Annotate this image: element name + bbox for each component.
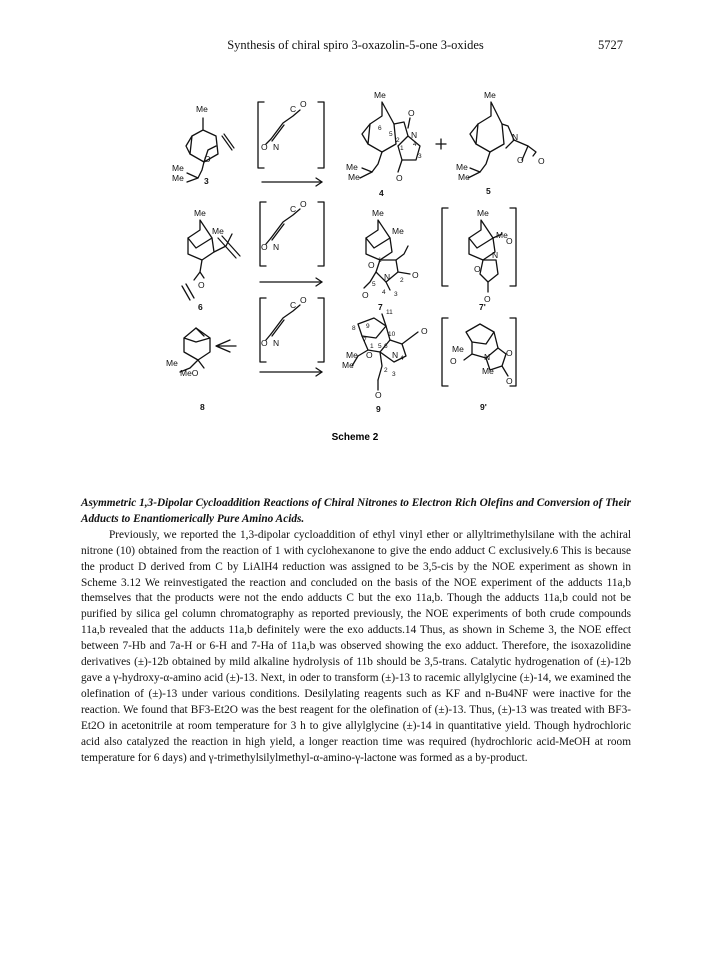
label-o: O — [474, 264, 481, 274]
ring-number: 3 — [418, 153, 422, 160]
ring-number: 6 — [378, 125, 382, 132]
compound-number: 7 — [378, 302, 383, 312]
compound-5-structure — [468, 102, 536, 178]
ring-number: 7 — [363, 337, 367, 344]
label-me: Me — [482, 366, 494, 376]
label-n: N — [392, 350, 399, 360]
label-o: O — [368, 260, 375, 270]
page-header — [0, 38, 711, 58]
label-me: Me — [452, 344, 464, 354]
compound-number: 5 — [486, 186, 491, 196]
ring-number: 2 — [396, 137, 400, 144]
compound-8-structure — [180, 328, 236, 372]
label-me: Me — [196, 104, 208, 114]
label-o: O — [408, 108, 415, 118]
label-o: O — [506, 348, 513, 358]
reaction-arrow-3 — [260, 368, 322, 376]
label-me: Me — [374, 90, 386, 100]
label-me: Me — [342, 360, 354, 370]
label-o: O — [506, 376, 513, 386]
ring-number: 5 — [389, 131, 393, 138]
label-o: O — [366, 350, 373, 360]
compound-number: 9' — [480, 402, 487, 412]
compound-number: 4 — [379, 188, 384, 198]
label-o: O — [450, 356, 457, 366]
label-me: Me — [166, 358, 178, 368]
ring-number: 1 — [400, 145, 404, 152]
ring-number: 10 — [388, 331, 396, 338]
ring-number: 2 — [384, 367, 388, 374]
nitrone-c: C — [290, 300, 297, 310]
reaction-arrow-1 — [262, 178, 322, 186]
label-o: O — [484, 294, 491, 304]
section-heading: Asymmetric 1,3-Dipolar Cycloaddition Reactions of Chiral Nitrones to Electron Rich Olefins and Conversion of Their Adducts to Enantiomerically Pure Amino Acids. — [81, 497, 631, 525]
compound-number: 8 — [200, 402, 205, 412]
label-me: Me — [392, 226, 404, 236]
label-o: O — [517, 155, 524, 165]
label-o: O — [362, 290, 369, 300]
label-me: Me — [346, 350, 358, 360]
nitrone-c: C — [290, 204, 297, 214]
label-me: Me — [496, 230, 508, 240]
ring-number: 4 — [413, 141, 417, 148]
label-meo: MeO — [180, 368, 199, 378]
reaction-arrow-2 — [260, 278, 322, 286]
label-o: O — [198, 280, 205, 290]
compound-number: 7' — [479, 302, 486, 312]
ring-number: 11 — [386, 309, 393, 316]
ring-number: 2 — [400, 277, 404, 284]
label-me: Me — [456, 162, 468, 172]
compound-number: 3 — [204, 176, 209, 186]
ring-number: 5 — [378, 343, 382, 350]
label-me: Me — [348, 172, 360, 182]
running-title: Synthesis of chiral spiro 3-oxazolin-5-one 3-oxides — [227, 38, 484, 52]
label-n: N — [484, 352, 491, 362]
label-o: O — [421, 326, 428, 336]
ring-number: 6 — [384, 343, 388, 350]
ring-number: 5 — [372, 281, 376, 288]
label-n: N — [512, 132, 519, 142]
nitrone-o: O — [300, 295, 307, 305]
label-o: O — [538, 156, 545, 166]
reaction-scheme — [0, 60, 711, 480]
article-body — [81, 496, 631, 766]
label-me: Me — [458, 172, 470, 182]
body-paragraph: Previously, we reported the 1,3-dipolar cycloaddition of ethyl vinyl ether or allyltrimethylsilane with the achiral nitrone (10) obtained from the reaction of 1 with cyclohexanone to give the endo adduct C exclusively.6 This is because the product D derived from C by LiAlH4 reduction was assigned to be 3,5-cis by the NOE experiment as shown in Scheme 3.12 We reinvestigated the reaction and concluded on the basis of the NOE experiment of the adducts 11a,b themselves that the products were not the endo adducts C but the exo 11a,b. Though the adducts 11a,b could not be purified by silica gel column chromatography as reported previously, the NOE experiments of both crude compounds 11a,b revealed that the adducts 11a,b definitely were the exo adducts.14 Thus, as shown in Scheme 3, the NOE effect between 7-Hb and 7a-H or 6-H and 7-Ha of 11a,b was observed showing the exo adduct. Therefore, the isoxazolidine derivatives (±)-12b obtained by mild alkaline hydrolysis of 11b should be 3,5-trans. Catalytic hydrogenation of (±)-12b gave a γ-hydroxy-α-amino acid (±)-13. Next, in oder to transform (±)-13 to racemic allylglycine (±)-14, we examined the olefination of (±)-13 under various conditions. Desilylating reagents such as KF and n-Bu4NF were inactive for the reaction. We found that BF3-Et2O was the best reagent for the olefination of (±)-13. Thus, (±)-13 was treated with BF3-Et2O in acetonitrile at room temperature for 3 h to give allylglycine (±)-14 in quantitative yield. Though hydrochloric acid also catalyzed the reaction in high yield, a longer reaction time was required (hydrochloric acid-MeOH at room temperature for 6 days) and γ-trimethylsilylmethyl-α-amino-γ-lactone was formed as a by-product. — [81, 528, 631, 764]
label-me: Me — [346, 162, 358, 172]
ring-number: 4 — [400, 355, 404, 362]
label-o: O — [204, 154, 211, 164]
nitrone-o: O — [300, 99, 307, 109]
compound-3-structure — [186, 118, 234, 182]
compound-number: 6 — [198, 302, 203, 312]
compound-6-structure — [182, 220, 240, 300]
nitrone-n: N — [273, 242, 280, 252]
label-o: O — [506, 236, 513, 246]
ring-number: 1 — [370, 343, 374, 350]
label-me: Me — [212, 226, 224, 236]
label-me: Me — [477, 208, 489, 218]
label-n: N — [384, 272, 391, 282]
ring-number: 8 — [352, 325, 356, 332]
label-o: O — [412, 270, 419, 280]
ring-number: 3 — [392, 371, 396, 378]
ring-number: 1 — [378, 257, 382, 264]
compound-9-structure — [352, 314, 418, 390]
label-me: Me — [172, 173, 184, 183]
ring-number: 4 — [382, 289, 386, 296]
scheme-caption: Scheme 2 — [331, 432, 379, 443]
nitrone-c: C — [290, 104, 297, 114]
nitrone-n: N — [273, 142, 280, 152]
page-number: 5727 — [598, 38, 623, 52]
label-o: O — [396, 173, 403, 183]
label-me: Me — [172, 163, 184, 173]
nitrone-n: N — [273, 338, 280, 348]
label-n: N — [411, 130, 418, 140]
nitrone-o: O — [261, 242, 268, 252]
nitrone-o: O — [300, 199, 307, 209]
compound-number: 9 — [376, 404, 381, 414]
label-me: Me — [372, 208, 384, 218]
nitrone-o: O — [261, 142, 268, 152]
nitrone-o: O — [261, 338, 268, 348]
label-me: Me — [484, 90, 496, 100]
label-o: O — [375, 390, 382, 400]
ring-number: 3 — [394, 291, 398, 298]
label-n: N — [492, 250, 499, 260]
label-me: Me — [194, 208, 206, 218]
ring-number: 9 — [366, 323, 370, 330]
